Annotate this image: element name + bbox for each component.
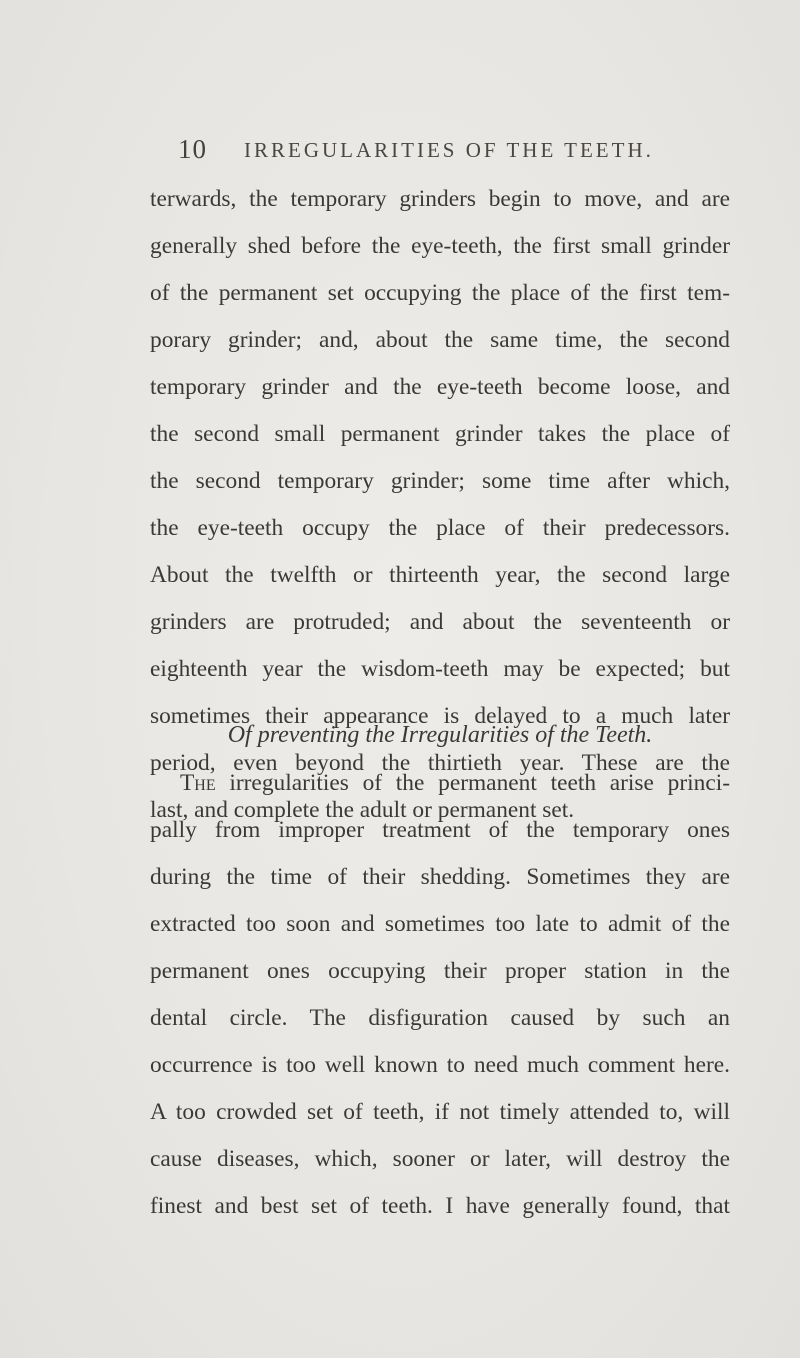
text-line: the second temporary grinder; some time after which, xyxy=(150,468,730,494)
text-line: the eye-teeth occupy the place of their predecessors. xyxy=(150,515,730,541)
first-line-rest: irregularities of the permanent teeth arise princi- xyxy=(215,770,730,796)
text-line: generally shed before the eye-teeth, the first small grinder xyxy=(150,233,730,259)
text-line: extracted too soon and sometimes too late to admit of the xyxy=(150,911,730,937)
paragraph-2 xyxy=(150,760,730,1230)
text-line-first xyxy=(150,760,730,807)
text-line: permanent ones occupying their proper station in the xyxy=(150,958,730,984)
text-line: of the permanent set occupying the place of the first tem- xyxy=(150,280,730,306)
text-line: during the time of their shedding. Sometimes they are xyxy=(150,864,730,890)
drop-word: The xyxy=(180,770,216,796)
page-number: 10 xyxy=(178,134,207,164)
text-line: porary grinder; and, about the same time, the second xyxy=(150,327,730,353)
text-line: eighteenth year the wisdom-teeth may be expected; but xyxy=(150,656,730,682)
text-line: About the twelfth or thirteenth year, the second large xyxy=(150,562,730,588)
text-line: temporary grinder and the eye-teeth become loose, and xyxy=(150,374,730,400)
text-line: grinders are protruded; and about the seventeenth or xyxy=(150,609,730,635)
text-line: dental circle. The disfiguration caused by such an xyxy=(150,1005,730,1031)
text-line: A too crowded set of teeth, if not timely attended to, will xyxy=(150,1099,730,1125)
text-line: the second small permanent grinder takes the place of xyxy=(150,421,730,447)
text-line: period, even beyond the thirtieth year. These are the xyxy=(150,750,730,776)
text-line: finest and best set of teeth. I have generally found, that xyxy=(150,1193,730,1219)
running-title: IRREGULARITIES OF THE TEETH. xyxy=(244,138,654,162)
text-line: pally from improper treatment of the temporary ones xyxy=(150,817,730,843)
text-line: occurrence is too well known to need much comment here. xyxy=(150,1052,730,1078)
text-line: cause diseases, which, sooner or later, will destroy the xyxy=(150,1146,730,1172)
text-line: sometimes their appearance is delayed to a much later xyxy=(150,703,730,729)
running-head xyxy=(178,134,738,174)
text-line: terwards, the temporary grinders begin to move, and are xyxy=(150,186,730,212)
section-heading: Of preventing the Irregularities of the Teeth. xyxy=(227,722,653,748)
text-line: last, and complete the adult or permanent set. xyxy=(150,797,575,823)
